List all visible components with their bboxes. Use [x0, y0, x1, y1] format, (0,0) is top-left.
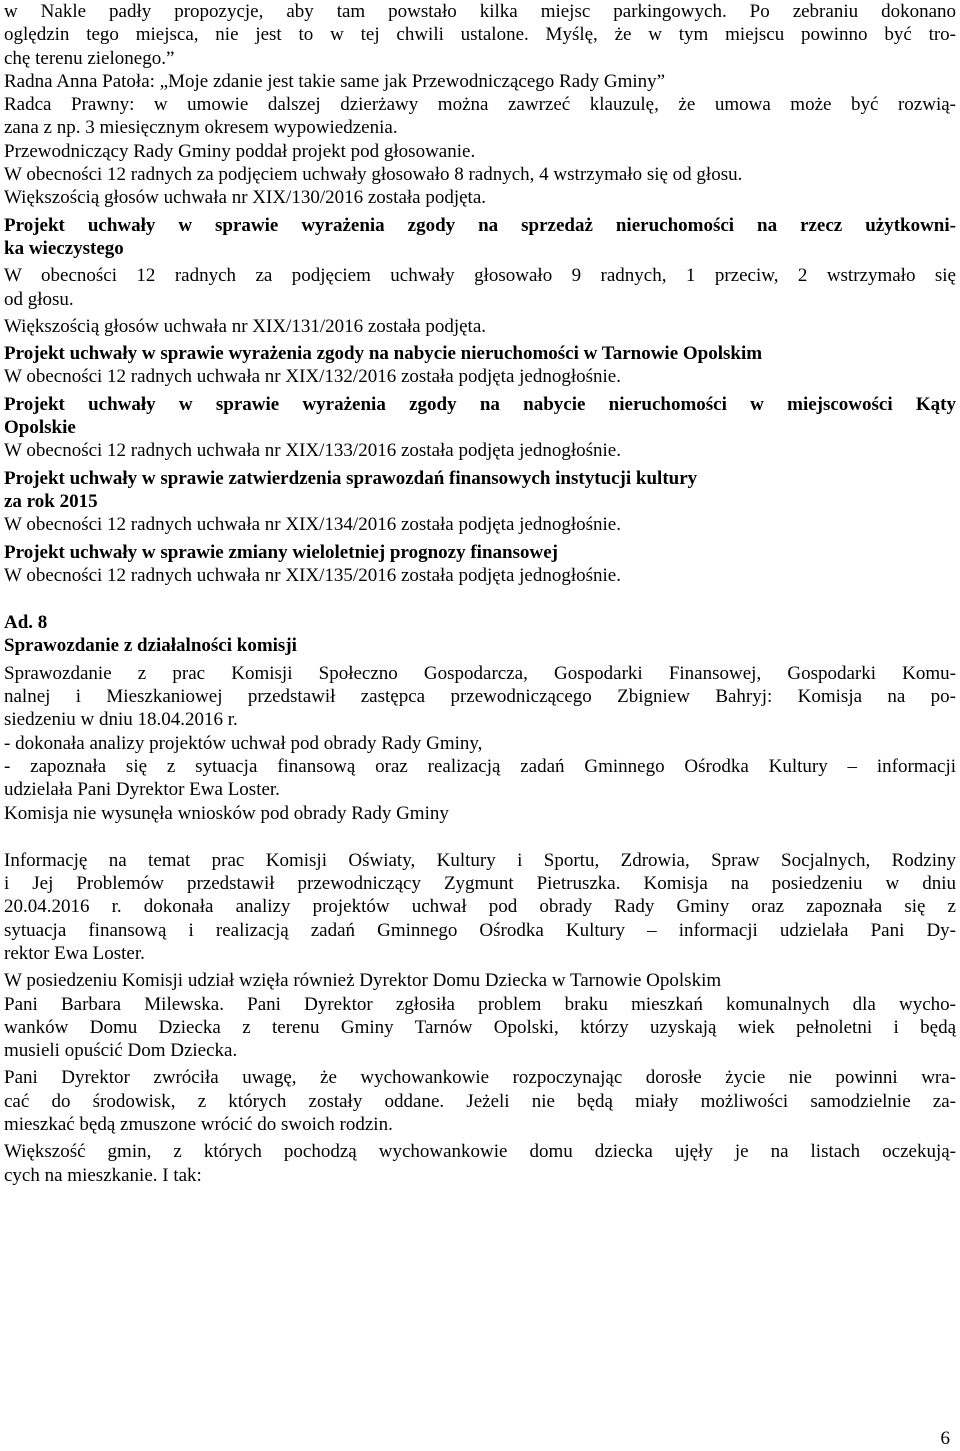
text-line: zana z np. 3 miesięcznym okresem wypowiedzenia.	[4, 117, 398, 139]
text-line: W obecności 12 radnych za podjęciem uchwały głosowało 8 radnych, 4 wstrzymało się od głosu.	[4, 164, 743, 186]
resolution-heading: Opolskie	[4, 417, 76, 439]
text-line: Sprawozdanie z prac Komisji Społeczno Gospodarcza, Gospodarki Finansowej, Gospodarki Komu-	[4, 662, 956, 684]
text-line: mieszkać będą zmuszone wrócić do swoich rodzin.	[4, 1114, 393, 1136]
resolution-heading: Projekt uchwały w sprawie zmiany wieloletniej prognozy finansowej	[4, 541, 558, 563]
resolution-heading: Projekt uchwały w sprawie wyrażenia zgody na nabycie nieruchomości w Tarnowie Opolskim	[4, 343, 763, 365]
section-heading: Sprawozdanie z działalności komisji	[4, 635, 297, 657]
text-line: Większością głosów uchwała nr XIX/130/2016 została podjęta.	[4, 187, 487, 209]
page-number: 6	[940, 1428, 950, 1449]
text-line: w Nakle padły propozycje, aby tam powstało kilka miejsc parkingowych. Po zebraniu dokonano	[4, 1, 956, 22]
text-line: siedzeniu w dniu 18.04.2016 r.	[4, 709, 238, 731]
text-line: - zapoznała się z sytuacja finansową oraz realizacją zadań Gminnego Ośrodka Kultury – informacji	[4, 755, 956, 777]
text-line: od głosu.	[4, 288, 74, 310]
resolution-heading: Projekt uchwały w sprawie wyrażenia zgody na sprzedaż nieruchomości na rzecz użytkowni-	[4, 214, 956, 236]
text-line: Pani Barbara Milewska. Pani Dyrektor zgłosiła problem braku mieszkań komunalnych dla wycho-	[4, 993, 956, 1015]
text-line: 20.04.2016 r. dokonała analizy projektów uchwał pod obrady Rady Gminy oraz zapoznała się z	[4, 896, 956, 918]
resolution-heading: Projekt uchwały w sprawie zatwierdzenia sprawozdań finansowych instytucji kultury	[4, 467, 698, 489]
text-line: Informację na temat prac Komisji Oświaty, Kultury i Sportu, Zdrowia, Spraw Socjalnych, Rodziny	[4, 849, 956, 871]
document-page	[4, 0, 956, 1187]
text-line: Komisja nie wysunęła wniosków pod obrady Rady Gminy	[4, 802, 449, 824]
text-line: cać do środowisk, z których zostały oddane. Jeżeli nie będą miały możliwości samodzielnie za-	[4, 1090, 956, 1112]
text-line: chę terenu zielonego.”	[4, 47, 175, 69]
text-line: Przewodniczący Rady Gminy poddał projekt pod głosowanie.	[4, 140, 476, 162]
text-line: W posiedzeniu Komisji udział wzięła również Dyrektor Domu Dziecka w Tarnowie Opolskim	[4, 970, 722, 992]
resolution-heading: ka wieczystego	[4, 237, 124, 259]
text-line: i Jej Problemów przedstawił przewodniczący Zygmunt Pietruszka. Komisja na posiedzeniu w dniu	[4, 873, 956, 895]
text-line: Radna Anna Patoła: „Moje zdanie jest takie same jak Przewodniczącego Rady Gminy”	[4, 70, 666, 92]
agenda-item-heading: Ad. 8	[4, 612, 48, 634]
text-line: Radca Prawny: w umowie dalszej dzierżawy można zawrzeć klauzulę, że umowa może być rozwią-	[4, 94, 956, 116]
text-line: udzielała Pani Dyrektor Ewa Loster.	[4, 779, 280, 801]
text-line: Większość gmin, z których pochodzą wychowankowie domu dziecka ujęły je na listach oczekują-	[4, 1141, 956, 1163]
text-line: musieli opuścić Dom Dziecka.	[4, 1040, 238, 1062]
text-line: sytuacja finansową i realizacją zadań Gminnego Ośrodka Kultury – informacji udzielała Pani Dy-	[4, 919, 956, 941]
text-line: W obecności 12 radnych uchwała nr XIX/133/2016 została podjęta jednogłośnie.	[4, 440, 621, 462]
resolution-heading: za rok 2015	[4, 490, 98, 512]
resolution-heading: Projekt uchwały w sprawie wyrażenia zgody na nabycie nieruchomości w miejscowości Kąty	[4, 393, 956, 415]
text-line: cych na mieszkanie. I tak:	[4, 1164, 202, 1186]
text-line: W obecności 12 radnych uchwała nr XIX/135/2016 została podjęta jednogłośnie.	[4, 564, 621, 586]
text-line: W obecności 12 radnych za podjęciem uchwały głosowało 9 radnych, 1 przeciw, 2 wstrzymało się	[4, 265, 956, 287]
text-line: wanków Domu Dziecka z terenu Gminy Tarnów Opolski, którzy uzyskają wiek pełnoletni i będą	[4, 1016, 956, 1038]
text-line: nalnej i Mieszkaniowej przedstawił zastępca przewodniczącego Zbigniew Bahryj: Komisja na po-	[4, 686, 956, 708]
text-line: W obecności 12 radnych uchwała nr XIX/134/2016 została podjęta jednogłośnie.	[4, 514, 621, 536]
text-line: Pani Dyrektor zwróciła uwagę, że wychowankowie rozpoczynając dorosłe życie nie powinni wra-	[4, 1067, 956, 1089]
text-line: oględzin tego miejsca, nie jest to w tej chwili ustalone. Myślę, że w tym miejscu powinno być tro-	[4, 24, 956, 46]
text-line: W obecności 12 radnych uchwała nr XIX/132/2016 została podjęta jednogłośnie.	[4, 366, 621, 388]
text-line: rektor Ewa Loster.	[4, 942, 145, 964]
text-line: - dokonała analizy projektów uchwał pod obrady Rady Gminy,	[4, 732, 483, 754]
text-line: Większością głosów uchwała nr XIX/131/2016 została podjęta.	[4, 315, 487, 337]
